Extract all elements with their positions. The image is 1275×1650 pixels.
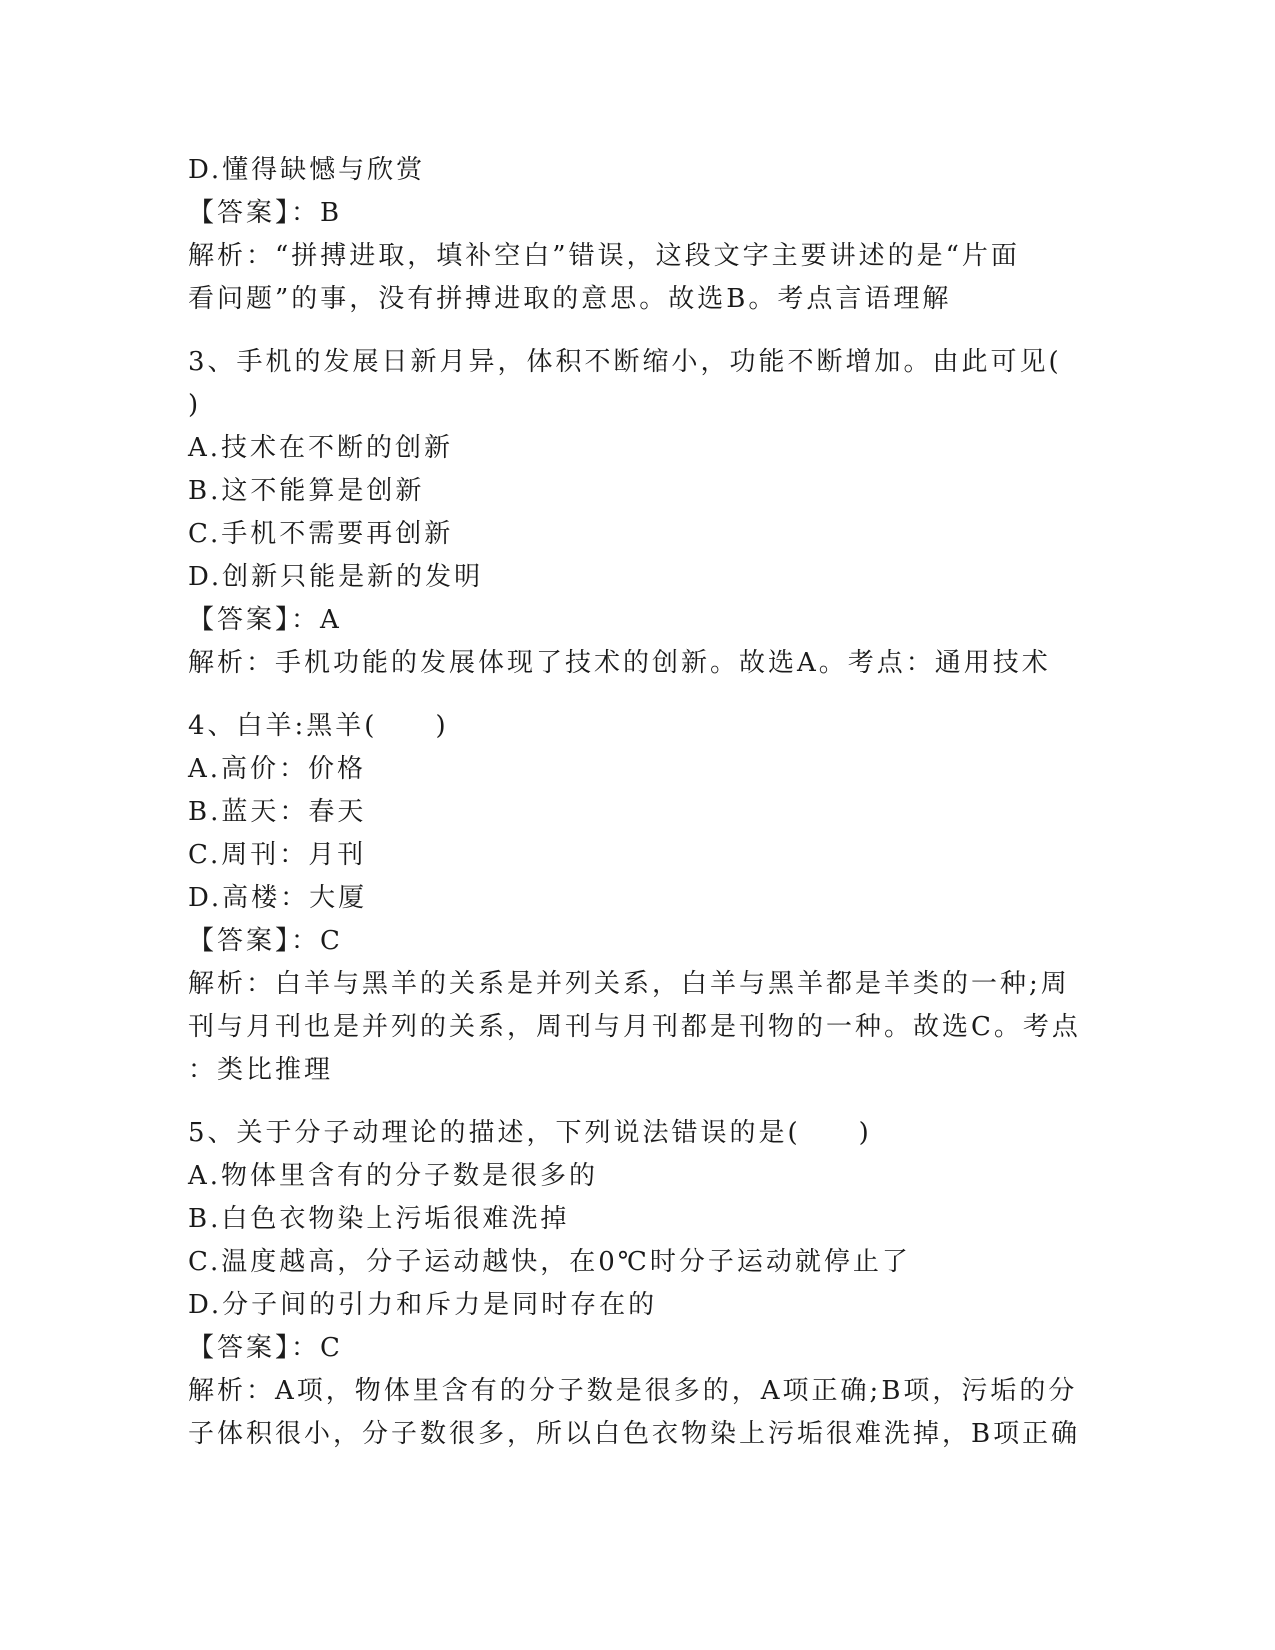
answer-line: 【答案】：C [188,1333,343,1363]
question-4 [188,705,1088,1092]
option-b: B.蓝天：春天 [188,797,367,827]
question-stem: 4、白羊:黑羊( ) [188,711,449,741]
explanation-line: 解析：A项，物体里含有的分子数是很多的，A项正确;B项，污垢的分 [188,1376,1078,1406]
option-d: D.高楼：大厦 [188,883,368,913]
block-gap [188,685,1088,705]
option-a: A.物体里含有的分子数是很多的 [188,1161,599,1191]
option-b: B.这不能算是创新 [188,476,425,506]
explanation-line: 解析：白羊与黑羊的关系是并列关系，白羊与黑羊都是羊类的一种;周 [188,969,1070,999]
document-body [188,149,1088,1456]
option-c: C.手机不需要再创新 [188,519,454,549]
question-2-tail [188,149,1088,321]
explanation-line: 解析：手机功能的发展体现了技术的创新。故选A。考点：通用技术 [188,648,1051,678]
explanation-line: 解析：“拼搏进取，填补空白”错误，这段文字主要讲述的是“片面 [188,241,1020,271]
question-stem: 3、手机的发展日新月异，体积不断缩小，功能不断增加。由此可见( [188,347,1062,377]
option-d: D.分子间的引力和斥力是同时存在的 [188,1290,658,1320]
option-a: A.技术在不断的创新 [188,433,454,463]
question-5 [188,1112,1088,1456]
answer-line: 【答案】：A [188,605,342,635]
option-b: B.白色衣物染上污垢很难洗掉 [188,1204,570,1234]
explanation-line: ：类比推理 [188,1055,334,1085]
explanation-line: 子体积很小，分子数很多，所以白色衣物染上污垢很难洗掉，B项正确 [188,1419,1081,1449]
option-c: C.温度越高，分子运动越快，在0℃时分子运动就停止了 [188,1247,911,1277]
explanation-line: 刊与月刊也是并列的关系，周刊与月刊都是刊物的一种。故选C。考点 [188,1012,1081,1042]
explanation-line: 看问题”的事，没有拼搏进取的意思。故选B。考点言语理解 [188,284,952,314]
question-3 [188,341,1088,685]
answer-line: 【答案】：C [188,926,343,956]
option-d: D.懂得缺憾与欣赏 [188,155,426,185]
option-c: C.周刊：月刊 [188,840,367,870]
answer-line: 【答案】：B [188,198,343,228]
block-gap [188,321,1088,341]
question-stem: 5、关于分子动理论的描述，下列说法错误的是( ) [188,1118,872,1148]
option-a: A.高价：价格 [188,754,367,784]
block-gap [188,1092,1088,1112]
question-stem: ) [188,390,202,420]
option-d: D.创新只能是新的发明 [188,562,484,592]
